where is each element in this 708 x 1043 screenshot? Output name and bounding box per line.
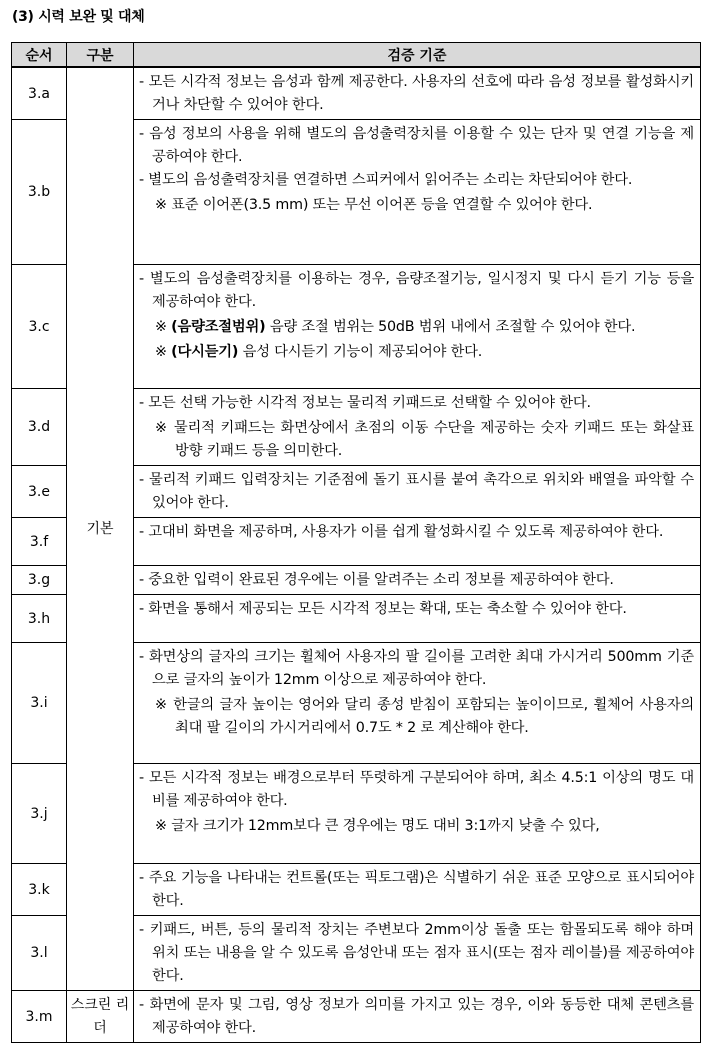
note-label: (다시듣기) <box>171 344 239 360</box>
criteria-item: - 모든 시각적 정보는 배경으로부터 뚜렷하게 구분되어야 하며, 최소 4.5:1 이상의 명도 대비를 제공하여야 한다. <box>139 770 694 809</box>
criteria-item: - 별도의 음성출력장치를 이용하는 경우, 음량조절기능, 일시정지 및 다시 듣기 기능 등을 제공하여야 한다. <box>139 271 694 310</box>
criteria-note: ※ 한글의 글자 높이는 영어와 달리 종성 받침이 포함되는 높이이므로, 휠체어 사용자의 최대 팔 길이의 가시거리에서 0.7도 * 2 로 계산해야 한다. <box>155 697 694 736</box>
header-order: 순서 <box>12 43 67 68</box>
criteria-item: - 화면상의 글자의 크기는 휠체어 사용자의 팔 길이를 고려한 최대 가시거리 500mm 기준으로 글자의 높이가 12mm 이상으로 제공하여야 한다. <box>139 649 694 688</box>
criteria-cell <box>134 864 701 916</box>
header-criteria: 검증 기준 <box>134 43 701 68</box>
criteria-cell <box>134 595 701 643</box>
criteria-cell <box>134 389 701 466</box>
row-number: 3.f <box>12 518 67 566</box>
criteria-cell <box>134 518 701 566</box>
criteria-cell <box>134 466 701 518</box>
criteria-table <box>11 42 701 1043</box>
criteria-note <box>139 316 694 339</box>
header-row <box>12 43 701 68</box>
criteria-cell <box>134 566 701 595</box>
criteria-cell <box>134 265 701 389</box>
criteria-item: - 모든 선택 가능한 시각적 정보는 물리적 키패드로 선택할 수 있어야 한다. <box>139 395 591 411</box>
criteria-cell <box>134 764 701 864</box>
criteria-item: - 화면을 통해서 제공되는 모든 시각적 정보는 확대, 또는 축소할 수 있어야 한다. <box>139 601 627 617</box>
row-number: 3.a <box>12 67 67 120</box>
row-number: 3.b <box>12 120 67 265</box>
row-number: 3.e <box>12 466 67 518</box>
row-number: 3.k <box>12 864 67 916</box>
criteria-note: ※ 물리적 키패드는 화면상에서 초점의 이동 수단을 제공하는 숫자 키패드 또는 화살표 방향 키패드 등을 의미한다. <box>155 420 694 459</box>
criteria-cell <box>134 67 701 120</box>
row-number: 3.j <box>12 764 67 864</box>
criteria-item: - 고대비 화면을 제공하며, 사용자가 이를 쉽게 활성화시킬 수 있도록 제공하여야 한다. <box>139 524 664 540</box>
criteria-item: - 주요 기능을 나타내는 컨트롤(또는 픽토그램)은 식별하기 쉬운 표준 모양으로 표시되어야 한다. <box>139 870 694 909</box>
criteria-item: - 음성 정보의 사용을 위해 별도의 음성출력장치를 이용할 수 있는 단자 및 연결 기능을 제공하여야 한다. <box>139 126 694 165</box>
criteria-item: - 키패드, 버튼, 등의 물리적 장치는 주변보다 2mm이상 돌출 또는 함몰되도록 해야 하며 위치 또는 내용을 알 수 있도록 음성안내 또는 점자 표시(또는 점자 레이블)를 제공하여야 한다. <box>139 922 694 984</box>
criteria-note <box>139 341 694 364</box>
criteria-cell <box>134 643 701 764</box>
criteria-item: - 모든 시각적 정보는 음성과 함께 제공한다. 사용자의 선호에 따라 음성 정보를 활성화시키거나 차단할 수 있어야 한다. <box>139 74 694 113</box>
row-number: 3.h <box>12 595 67 643</box>
criteria-cell <box>134 991 701 1043</box>
criteria-cell <box>134 916 701 991</box>
criteria-item: - 물리적 키패드 입력장치는 기준점에 돌기 표시를 붙여 촉각으로 위치와 배열을 파악할 수 있어야 한다. <box>139 472 694 511</box>
note-label: (음량조절범위) <box>171 319 266 335</box>
criteria-item: - 화면에 문자 및 그림, 영상 정보가 의미를 가지고 있는 경우, 이와 동등한 대체 콘텐츠를 제공하여야 한다. <box>139 997 694 1036</box>
criteria-cell <box>134 120 701 265</box>
category-basic: 기본 <box>67 67 134 991</box>
criteria-note: ※ 글자 크기가 12mm보다 큰 경우에는 명도 대비 3:1까지 낮출 수 있다, <box>155 818 600 834</box>
table-row <box>12 67 701 120</box>
note-mark: ※ <box>155 319 172 335</box>
row-number: 3.g <box>12 566 67 595</box>
criteria-item: - 별도의 음성출력장치를 연결하면 스피커에서 읽어주는 소리는 차단되어야 한다. <box>139 172 633 188</box>
criteria-item: - 중요한 입력이 완료된 경우에는 이를 알려주는 소리 정보를 제공하여야 한다. <box>139 572 614 588</box>
row-number: 3.m <box>12 991 67 1043</box>
row-number: 3.i <box>12 643 67 764</box>
table-row <box>12 991 701 1043</box>
note-mark: ※ <box>155 344 172 360</box>
row-number: 3.l <box>12 916 67 991</box>
row-number: 3.c <box>12 265 67 389</box>
criteria-note: ※ 표준 이어폰(3.5 mm) 또는 무선 이어폰 등을 연결할 수 있어야 한다. <box>155 197 593 213</box>
section-title: (3) 시력 보완 및 대체 <box>12 9 145 25</box>
note-text: 음성 다시듣기 기능이 제공되어야 한다. <box>238 344 483 360</box>
note-text: 음량 조절 범위는 50dB 범위 내에서 조절할 수 있어야 한다. <box>265 319 636 335</box>
category-screen-reader: 스크린 리더 <box>67 991 134 1043</box>
header-category: 구분 <box>67 43 134 68</box>
row-number: 3.d <box>12 389 67 466</box>
